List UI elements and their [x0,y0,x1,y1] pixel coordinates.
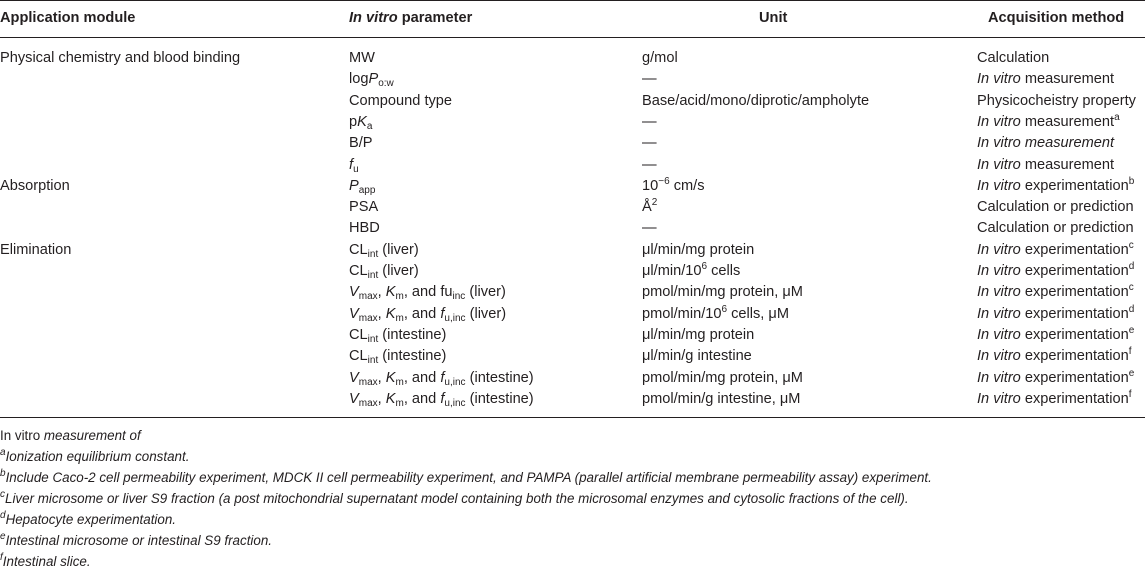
unit-text: pmol/min/mg protein, μM [642,370,803,386]
parameter-cell [349,177,375,195]
parameter-subscript: u [353,164,359,175]
method-italic: In vitro [977,284,1021,300]
unit-rest: cells [707,263,741,279]
method-italic: In vitro [977,263,1021,279]
method-cell [977,92,1136,110]
unit-superscript: 2 [651,197,658,208]
footnote-mark: a [1114,112,1120,123]
parameter-tail: (liver) [378,242,419,258]
unit-rest: cm/s [669,178,705,194]
unit-base: Å [642,199,652,215]
parameter-cell [349,305,506,323]
vmax-symbol: V [349,306,359,322]
method-text: measurement [1020,157,1115,173]
parameter-subscript: a [366,121,373,132]
parameter-cell [349,241,419,259]
unit-text: μl/min/mg protein [642,327,755,343]
parameter-text: CL [349,348,368,364]
unit-text: — [642,157,657,173]
vmax-symbol: V [349,284,359,300]
parameter-tail: (intestine) [465,370,534,386]
km-symbol: K [385,391,396,407]
parameter-cell [349,369,534,387]
unit-rest: cells, μM [727,306,789,322]
parameter-cell [349,92,452,110]
parameter-subscript: int [367,270,379,281]
method-text: experimentation [1020,370,1129,386]
parameter-subscript: int [367,249,379,260]
unit-superscript: 6 [701,261,708,272]
parameter-cell [349,262,419,280]
method-cell [977,283,1134,301]
method-italic: In vitro measurement [977,135,1115,151]
unit-text: — [642,114,657,130]
method-text: experimentation [1020,263,1129,279]
and-text: , and [403,370,441,386]
and-text: , and [403,306,441,322]
method-cell [977,198,1134,216]
unit-cell [642,305,789,323]
method-text: experimentation [1020,242,1129,258]
unit-cell [642,70,657,88]
footnote-d: $^d$Hepatocyte experimentation. [0,510,177,527]
parameter-symbol: P [368,71,379,87]
footnote-e: $^e$Intestinal microsome or intestinal S9 fraction. [0,531,273,548]
header-rule [0,37,1145,38]
parameter-cell [349,283,506,301]
vmax-symbol: V [349,370,359,386]
and-text: , and [403,284,441,300]
unit-cell [642,369,803,387]
fu-subscript: u,inc [444,377,466,388]
fu-subscript: u,inc [444,398,466,409]
vmax-subscript: max [358,313,378,324]
method-cell [977,134,1114,152]
parameter-text: log [349,71,369,87]
header-unit: Unit [759,10,788,26]
parameter-symbol: P [349,178,359,194]
method-cell [977,49,1049,67]
method-italic: In vitro [977,242,1021,258]
unit-base: 10 [642,178,659,194]
method-cell [977,156,1114,174]
vmax-subscript: max [358,398,378,409]
parameter-tail: (liver) [465,284,506,300]
unit-cell [642,156,657,174]
method-italic: In vitro [977,157,1021,173]
fu-symbol: f [440,391,445,407]
unit-text: Base/acid/mono/diprotic/ampholyte [642,93,870,109]
unit-text: g/mol [642,50,678,66]
separator-text: , [377,370,386,386]
method-italic: In vitro [977,71,1021,87]
method-cell [977,70,1114,88]
unit-cell [642,113,657,131]
top-rule [0,0,1145,1]
km-symbol: K [385,306,396,322]
unit-cell [642,134,657,152]
parameter-cell [349,156,359,174]
unit-text: μl/min/mg protein [642,242,755,258]
unit-base: pmol/min/10 [642,306,722,322]
footnote-a: $^a$Ionization equilibrium constant. [0,447,190,464]
method-cell [977,113,1120,131]
method-text: Calculation or prediction [977,199,1134,215]
footnote-mark: c [1128,240,1134,251]
method-cell [977,326,1134,344]
km-symbol: K [385,284,396,300]
method-cell [977,241,1134,259]
fu-symbol: f [440,306,445,322]
separator-text: , [377,306,386,322]
fu-symbol: fu [440,284,453,300]
method-cell [977,262,1134,280]
fu-subscript: u,inc [444,313,466,324]
parameter-tail: (intestine) [465,391,534,407]
footnote-mark: c [1128,282,1134,293]
parameter-cell [349,347,446,365]
unit-cell [642,219,657,237]
method-italic: In vitro [977,178,1021,194]
module-absorption: Absorption [0,178,70,194]
unit-cell [642,347,752,365]
unit-cell [642,198,657,216]
unit-base: μl/min/10 [642,263,702,279]
parameter-text: MW [349,50,375,66]
parameter-text: CL [349,327,368,343]
footnote-f: $^f$Intestinal slice. [0,552,91,569]
and-text: , and [403,391,441,407]
method-text: experimentation [1020,306,1129,322]
module-physchem: Physical chemistry and blood binding [0,50,241,66]
footnote-mark: b [1128,176,1135,187]
footnote-mark: d [1128,261,1135,272]
footnote-mark: e [1128,368,1135,379]
method-cell [977,219,1134,237]
vmax-subscript: max [358,291,378,302]
parameter-subscript: app [358,185,376,196]
footnote-mark: f [1128,346,1132,357]
unit-text: pmol/min/g intestine, μM [642,391,801,407]
parameter-cell [349,134,373,152]
method-italic: In vitro [977,114,1021,130]
footnote-b: $^b$Include Caco-2 cell permeability experiment, MDCK II cell permeability experiment, and PAMPA (parallel artificial membrane permeability assay) experiment. [0,468,932,485]
parameter-tail: (liver) [465,306,507,322]
parameter-text: HBD [349,220,380,236]
parameter-cell [349,219,380,237]
fu-symbol: f [440,370,445,386]
method-cell [977,347,1131,365]
method-text: Calculation or prediction [977,220,1134,236]
unit-cell [642,177,705,195]
fu-subscript: inc [452,291,466,302]
unit-cell [642,49,678,67]
module-elimination: Elimination [0,242,72,258]
method-italic: In vitro [977,348,1021,364]
unit-cell [642,283,803,301]
unit-text: μl/min/g intestine [642,348,752,364]
method-text: measurement [1020,71,1115,87]
method-cell [977,369,1134,387]
parameter-text: PSA [349,199,379,215]
header-in-vitro-parameter: In vitro parameter [349,10,473,26]
parameter-tail: (intestine) [378,348,447,364]
parameter-cell [349,326,446,344]
vmax-subscript: max [358,377,378,388]
separator-text: , [377,284,386,300]
method-text: experimentation [1020,391,1129,407]
unit-text: — [642,71,657,87]
unit-text: — [642,220,657,236]
parameter-tail: (liver) [378,263,419,279]
unit-cell [642,92,869,110]
footnote-intro: In vitro measurement of [0,428,141,443]
unit-cell [642,390,800,408]
method-italic: In vitro [977,327,1021,343]
parameter-cell [349,113,372,131]
method-text: experimentation [1020,327,1129,343]
parameter-text: Compound type [349,93,453,109]
footnote-mark: f [1128,389,1132,400]
parameter-cell [349,198,378,216]
method-italic: In vitro [977,370,1021,386]
unit-cell [642,326,754,344]
parameter-cell [349,49,375,67]
parameter-symbol: K [357,114,367,130]
separator-text: , [377,391,386,407]
method-cell [977,177,1134,195]
vmax-symbol: V [349,391,359,407]
parameter-symbol: f [349,157,354,173]
method-italic: In vitro [977,306,1021,322]
parameter-cell [349,70,394,88]
footnote-mark: e [1128,325,1135,336]
method-text: experimentation [1020,348,1129,364]
unit-text: pmol/min/mg protein, μM [642,284,803,300]
parameter-subscript: int [367,334,379,345]
parameter-text: CL [349,263,368,279]
parameter-text: B/P [349,135,373,151]
method-text: experimentation [1020,284,1129,300]
method-text: experimentation [1020,178,1129,194]
km-subscript: m [395,291,404,302]
header-application-module: Application module [0,10,136,26]
unit-superscript: 6 [721,304,728,315]
km-subscript: m [395,377,404,388]
parameter-tail: (intestine) [378,327,447,343]
unit-cell [642,262,740,280]
km-subscript: m [395,398,404,409]
method-cell [977,390,1131,408]
parameter-text: CL [349,242,368,258]
method-text: measurement [1020,114,1115,130]
unit-text: — [642,135,657,151]
footnote-c: $^c$Liver microsome or liver S9 fraction (a post mitochondrial supernatant model containing both the microsomal enzymes and cytosolic fractions of the cell). [0,489,909,506]
bottom-rule [0,417,1145,418]
km-subscript: m [395,313,404,324]
header-acquisition-method: Acquisition method [988,10,1125,26]
parameter-cell [349,390,534,408]
km-symbol: K [385,370,396,386]
method-italic: In vitro [977,391,1021,407]
method-text: Calculation [977,50,1050,66]
parameter-subscript: int [367,355,379,366]
footnote-mark: d [1128,304,1135,315]
method-text: Physicocheistry property [977,93,1136,109]
unit-superscript: −6 [658,176,670,187]
parameter-text: p [349,114,358,130]
parameter-subscript: o:w [378,78,394,89]
unit-cell [642,241,754,259]
method-cell [977,305,1134,323]
